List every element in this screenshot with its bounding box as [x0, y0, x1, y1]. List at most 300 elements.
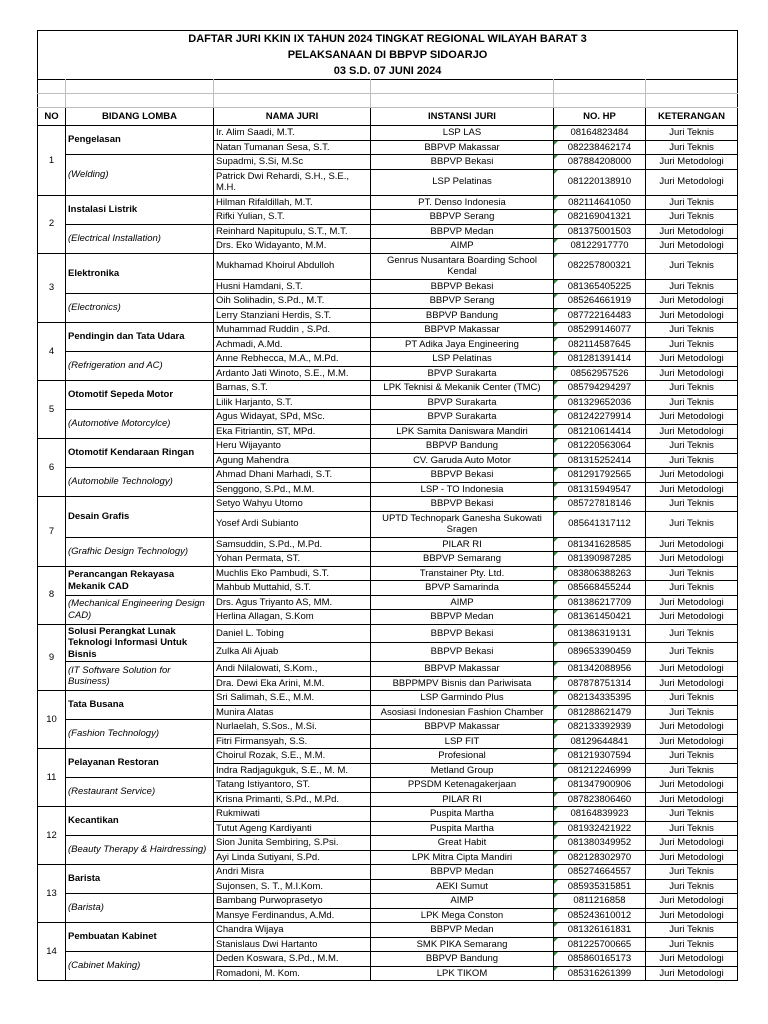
group-number: 13 [38, 865, 66, 923]
field-label-english: (Beauty Therapy & Hairdressing) [66, 836, 214, 865]
juror-phone: 082169041321 [554, 210, 646, 225]
juror-phone: 085264661919 [554, 294, 646, 309]
juror-role: Juri Metodologi [646, 792, 738, 807]
group-number: 8 [38, 566, 66, 624]
group-number: 7 [38, 497, 66, 567]
juror-role: Juri Teknis [646, 705, 738, 720]
juror-institution: BBPVP Bandung [371, 308, 554, 323]
juror-name: Supadmi, S.Si, M.Sc [214, 155, 371, 170]
juror-role: Juri Metodologi [646, 308, 738, 323]
juror-institution: BPVP Samarinda [371, 581, 554, 596]
juror-institution: LPK TIKOM [371, 966, 554, 981]
juror-phone: 085794294297 [554, 381, 646, 396]
juror-phone: 081329652036 [554, 395, 646, 410]
juror-phone: 081220563064 [554, 439, 646, 454]
juror-institution: Profesional [371, 749, 554, 764]
juror-name: Hilman Rifaldillah, M.T. [214, 195, 371, 210]
field-label-english: (Grafhic Design Technology) [66, 537, 214, 566]
juror-name: Reinhard Napitupulu, S.T., M.T. [214, 224, 371, 239]
field-label: Desain Grafis [66, 497, 214, 538]
field-label-english: (Electronics) [66, 294, 214, 323]
juror-name: Tatang Istiyantoro, ST. [214, 778, 371, 793]
juror-phone: 081932421922 [554, 821, 646, 836]
field-label: Tata Busana [66, 691, 214, 720]
juror-name: Senggono, S.Pd., M.M. [214, 482, 371, 497]
jury-table [37, 30, 738, 981]
juror-institution: BBPVP Makassar [371, 720, 554, 735]
juror-name: Dra. Dewi Eka Arini, M.M. [214, 676, 371, 691]
juror-role: Juri Metodologi [646, 662, 738, 677]
juror-institution: BPVP Surakarta [371, 366, 554, 381]
juror-row [38, 624, 738, 643]
juror-institution: BBPVP Bekasi [371, 155, 554, 170]
juror-phone: 081212246999 [554, 763, 646, 778]
blank-cell [214, 80, 371, 94]
juror-name: Patrick Dwi Rehardi, S.H., S.E., M.H. [214, 169, 371, 195]
juror-role: Juri Teknis [646, 126, 738, 141]
group-number: 4 [38, 323, 66, 381]
juror-role: Juri Metodologi [646, 294, 738, 309]
juror-phone: 085860165173 [554, 952, 646, 967]
juror-phone: 081326161831 [554, 923, 646, 938]
juror-name: Herlina Allagan, S.Kom [214, 610, 371, 625]
juror-phone: 085299146077 [554, 323, 646, 338]
juror-name: Andi Nilalowati, S.Kom., [214, 662, 371, 677]
juror-phone: 085316261399 [554, 966, 646, 981]
juror-name: Mansye Ferdinandus, A.Md. [214, 908, 371, 923]
juror-institution: BBPVP Bekasi [371, 624, 554, 643]
juror-institution: LPK Teknisi & Mekanik Center (TMC) [371, 381, 554, 396]
blank-cell [66, 94, 214, 108]
juror-phone: 082114587645 [554, 337, 646, 352]
field-label: Pendingin dan Tata Udara [66, 323, 214, 352]
header-phone: NO. HP [554, 108, 646, 126]
juror-row [38, 439, 738, 454]
juror-phone: 085274664557 [554, 865, 646, 880]
group-number: 6 [38, 439, 66, 497]
juror-phone: 081386217709 [554, 595, 646, 610]
juror-row [38, 537, 738, 552]
juror-phone: 081390987285 [554, 552, 646, 567]
juror-institution: LPK Samita Daniswara Mandiri [371, 424, 554, 439]
juror-role: Juri Metodologi [646, 239, 738, 254]
juror-institution: BBPVP Bekasi [371, 279, 554, 294]
juror-institution: Genrus Nusantara Boarding School Kendal [371, 253, 554, 279]
juror-institution: BBPVP Medan [371, 865, 554, 880]
juror-phone: 087884208000 [554, 155, 646, 170]
juror-phone: 081365405225 [554, 279, 646, 294]
juror-institution: LSP Pelatinas [371, 352, 554, 367]
juror-name: Krisna Primanti, S.Pd., M.Pd. [214, 792, 371, 807]
juror-phone: 082238462174 [554, 140, 646, 155]
header-name: NAMA JURI [214, 108, 371, 126]
juror-row [38, 381, 738, 396]
juror-phone: 08164839923 [554, 807, 646, 822]
juror-role: Juri Metodologi [646, 952, 738, 967]
juror-phone: 081242279914 [554, 410, 646, 425]
field-label: Pembuatan Kabinet [66, 923, 214, 952]
field-label: Barista [66, 865, 214, 894]
juror-phone: 082257800321 [554, 253, 646, 279]
juror-row [38, 155, 738, 170]
juror-phone: 081288621479 [554, 705, 646, 720]
juror-role: Juri Teknis [646, 253, 738, 279]
juror-phone: 08122917770 [554, 239, 646, 254]
juror-institution: PILAR RI [371, 537, 554, 552]
juror-institution: LSP Garmindo Plus [371, 691, 554, 706]
juror-name: Ayi Linda Sutiyani, S.Pd. [214, 850, 371, 865]
juror-role: Juri Teknis [646, 195, 738, 210]
juror-name: Natan Tumanan Sesa, S.T. [214, 140, 371, 155]
juror-institution: Asosiasi Indonesian Fashion Chamber [371, 705, 554, 720]
juror-name: Bambang Purwoprasetyo [214, 894, 371, 909]
juror-phone: 081281391414 [554, 352, 646, 367]
juror-name: Munira Alatas [214, 705, 371, 720]
juror-role: Juri Teknis [646, 821, 738, 836]
header-row [38, 108, 738, 126]
juror-name: Fitri Firmansyah, S.S. [214, 734, 371, 749]
juror-name: Zulka Ali Ajuab [214, 643, 371, 662]
juror-row [38, 323, 738, 338]
juror-role: Juri Teknis [646, 879, 738, 894]
juror-institution: BBPVP Makassar [371, 662, 554, 677]
juror-institution: UPTD Technopark Ganesha Sukowati Sragen [371, 511, 554, 537]
juror-institution: BBPVP Makassar [371, 140, 554, 155]
header-no: NO [38, 108, 66, 126]
juror-phone: 089653390459 [554, 643, 646, 662]
juror-phone: 082133392939 [554, 720, 646, 735]
juror-row [38, 720, 738, 735]
juror-role: Juri Teknis [646, 691, 738, 706]
juror-row [38, 497, 738, 512]
group-number: 14 [38, 923, 66, 981]
juror-role: Juri Teknis [646, 210, 738, 225]
juror-role: Juri Teknis [646, 581, 738, 596]
juror-name: Achmadi, A.Md. [214, 337, 371, 352]
juror-role: Juri Teknis [646, 566, 738, 581]
juror-phone: 081342088956 [554, 662, 646, 677]
juror-role: Juri Metodologi [646, 424, 738, 439]
juror-phone: 082114641050 [554, 195, 646, 210]
juror-phone: 082134335395 [554, 691, 646, 706]
juror-phone: 081219307594 [554, 749, 646, 764]
juror-role: Juri Metodologi [646, 410, 738, 425]
field-label: Instalasi Listrik [66, 195, 214, 224]
juror-institution: BBPVP Serang [371, 210, 554, 225]
juror-name: Stanislaus Dwi Hartanto [214, 937, 371, 952]
juror-phone: 087823806460 [554, 792, 646, 807]
field-label-english: (Welding) [66, 155, 214, 196]
juror-row [38, 253, 738, 279]
juror-row [38, 566, 738, 581]
juror-phone: 081225700665 [554, 937, 646, 952]
field-label-english: (Fashion Technology) [66, 720, 214, 749]
juror-phone: 08562957526 [554, 366, 646, 381]
juror-phone: 081220138910 [554, 169, 646, 195]
juror-name: Drs. Eko Widayanto, M.M. [214, 239, 371, 254]
juror-role: Juri Teknis [646, 497, 738, 512]
blank-cell [38, 94, 66, 108]
juror-role: Juri Metodologi [646, 169, 738, 195]
juror-phone: 081341628585 [554, 537, 646, 552]
juror-institution: PILAR RI [371, 792, 554, 807]
juror-name: Tutut Ageng Kardiyanti [214, 821, 371, 836]
juror-name: Eka Fitriantin, ST, MPd. [214, 424, 371, 439]
juror-role: Juri Metodologi [646, 894, 738, 909]
juror-role: Juri Teknis [646, 323, 738, 338]
juror-institution: PT Adika Jaya Engineering [371, 337, 554, 352]
group-number: 12 [38, 807, 66, 865]
juror-role: Juri Metodologi [646, 908, 738, 923]
field-label-english: (Automobile Technology) [66, 468, 214, 497]
juror-row [38, 294, 738, 309]
juror-institution: LSP FIT [371, 734, 554, 749]
blank-cell [371, 94, 554, 108]
juror-name: Yosef Ardi Subianto [214, 511, 371, 537]
juror-institution: LPK Mega Conston [371, 908, 554, 923]
juror-role: Juri Metodologi [646, 224, 738, 239]
field-label-english: (Mechanical Engineering Design CAD) [66, 595, 214, 624]
juror-name: Heru Wijayanto [214, 439, 371, 454]
header-field: BIDANG LOMBA [66, 108, 214, 126]
group-number: 1 [38, 126, 66, 196]
group-number: 11 [38, 749, 66, 807]
juror-institution: AIMP [371, 595, 554, 610]
juror-name: Mahbub Muttahid, S.T. [214, 581, 371, 596]
juror-name: Lerry Stanziani Herdis, S.T. [214, 308, 371, 323]
juror-phone: 082128302970 [554, 850, 646, 865]
juror-row [38, 224, 738, 239]
juror-role: Juri Metodologi [646, 610, 738, 625]
field-label-english: (Barista) [66, 894, 214, 923]
juror-row [38, 195, 738, 210]
field-label: Pengelasan [66, 126, 214, 155]
juror-phone: 085243610012 [554, 908, 646, 923]
juror-name: Sri Salimah, S.E., M.M. [214, 691, 371, 706]
juror-role: Juri Teknis [646, 511, 738, 537]
juror-name: Ahmad Dhani Marhadi, S.T. [214, 468, 371, 483]
juror-institution: LSP Pelatinas [371, 169, 554, 195]
juror-name: Sujonsen, S. T., M.I.Kom. [214, 879, 371, 894]
spacer-row [38, 94, 738, 108]
juror-institution: BPVP Surakarta [371, 410, 554, 425]
field-label: Perancangan Rekayasa Mekanik CAD [66, 566, 214, 595]
juror-name: Agung Mahendra [214, 453, 371, 468]
group-number: 5 [38, 381, 66, 439]
title-row [38, 47, 738, 63]
juror-row [38, 595, 738, 610]
blank-cell [554, 80, 646, 94]
juror-role: Juri Metodologi [646, 595, 738, 610]
juror-row [38, 662, 738, 677]
juror-institution: BBPVP Bandung [371, 439, 554, 454]
juror-name: Chandra Wijaya [214, 923, 371, 938]
juror-name: Agus Widayat, SPd, MSc. [214, 410, 371, 425]
group-number: 2 [38, 195, 66, 253]
juror-row [38, 749, 738, 764]
field-label-english: (Restaurant Service) [66, 778, 214, 807]
field-label-english: (Refrigeration and AC) [66, 352, 214, 381]
juror-institution: BBPVP Bandung [371, 952, 554, 967]
juror-role: Juri Teknis [646, 807, 738, 822]
juror-institution: AEKI Sumut [371, 879, 554, 894]
group-number: 9 [38, 624, 66, 691]
juror-name: Daniel L. Tobing [214, 624, 371, 643]
juror-phone: 0811216858 [554, 894, 646, 909]
juror-role: Juri Metodologi [646, 552, 738, 567]
juror-name: Romadoni, M. Kom. [214, 966, 371, 981]
spacer-row [38, 80, 738, 94]
juror-phone: 081361450421 [554, 610, 646, 625]
juror-name: Choirul Rozak, S.E., M.M. [214, 749, 371, 764]
juror-role: Juri Teknis [646, 439, 738, 454]
juror-institution: PT. Denso Indonesia [371, 195, 554, 210]
juror-phone: 085641317112 [554, 511, 646, 537]
juror-row [38, 778, 738, 793]
field-label: Solusi Perangkat Lunak Teknologi Informasi Untuk Bisnis [66, 624, 214, 662]
juror-role: Juri Metodologi [646, 468, 738, 483]
juror-row [38, 410, 738, 425]
juror-institution: BBPVP Semarang [371, 552, 554, 567]
juror-role: Juri Metodologi [646, 482, 738, 497]
juror-institution: AIMP [371, 239, 554, 254]
juror-phone: 085668455244 [554, 581, 646, 596]
juror-name: Oih Solihadin, S.Pd., M.T. [214, 294, 371, 309]
juror-institution: BBPVP Bekasi [371, 643, 554, 662]
juror-institution: PPSDM Ketenagakerjaan [371, 778, 554, 793]
juror-row [38, 865, 738, 880]
juror-phone: 083806388263 [554, 566, 646, 581]
juror-role: Juri Metodologi [646, 836, 738, 851]
juror-phone: 081315252414 [554, 453, 646, 468]
juror-name: Muhammad Ruddin , S.Pd. [214, 323, 371, 338]
title-row [38, 63, 738, 80]
juror-phone: 08164823484 [554, 126, 646, 141]
juror-role: Juri Teknis [646, 140, 738, 155]
juror-role: Juri Teknis [646, 749, 738, 764]
juror-institution: AIMP [371, 894, 554, 909]
juror-role: Juri Teknis [646, 453, 738, 468]
juror-name: Nurlaelah, S.Sos., M.Si. [214, 720, 371, 735]
juror-institution: BBPVP Makassar [371, 323, 554, 338]
field-label-english: (Automotive Motorcylce) [66, 410, 214, 439]
juror-role: Juri Teknis [646, 937, 738, 952]
document-title: DAFTAR JURI KKIN IX TAHUN 2024 TINGKAT REGIONAL WILAYAH BARAT 3 [38, 31, 738, 48]
juror-institution: Transtainer Pty. Ltd. [371, 566, 554, 581]
juror-row [38, 807, 738, 822]
blank-cell [646, 80, 738, 94]
juror-role: Juri Metodologi [646, 850, 738, 865]
juror-name: Ir. Alim Saadi, M.T. [214, 126, 371, 141]
juror-phone: 08129644841 [554, 734, 646, 749]
juror-phone: 085727818146 [554, 497, 646, 512]
field-label-english: (Electrical Installation) [66, 224, 214, 253]
juror-name: Samsuddin, S.Pd., M.Pd. [214, 537, 371, 552]
juror-role: Juri Metodologi [646, 720, 738, 735]
blank-cell [554, 94, 646, 108]
juror-institution: Puspita Martha [371, 807, 554, 822]
juror-institution: SMK PIKA Semarang [371, 937, 554, 952]
juror-name: Andri Misra [214, 865, 371, 880]
juror-row [38, 126, 738, 141]
juror-name: Deden Koswara, S.Pd., M.M. [214, 952, 371, 967]
juror-role: Juri Teknis [646, 279, 738, 294]
juror-role: Juri Metodologi [646, 352, 738, 367]
juror-phone: 087722164483 [554, 308, 646, 323]
juror-institution: LSP - TO Indonesia [371, 482, 554, 497]
blank-cell [66, 80, 214, 94]
juror-name: Muchlis Eko Pambudi, S.T. [214, 566, 371, 581]
juror-name: Yohan Permata, ST. [214, 552, 371, 567]
juror-phone: 081210614414 [554, 424, 646, 439]
blank-cell [646, 94, 738, 108]
juror-row [38, 952, 738, 967]
blank-cell [214, 94, 371, 108]
juror-role: Juri Teknis [646, 865, 738, 880]
document-subtitle: PELAKSANAAN DI BBPVP SIDOARJO [38, 47, 738, 63]
juror-name: Rifki Yulian, S.T. [214, 210, 371, 225]
document-date: 03 S.D. 07 JUNI 2024 [38, 63, 738, 80]
juror-institution: LPK Mitra Cipta Mandiri [371, 850, 554, 865]
juror-name: Mukhamad Khoirul Abdulloh [214, 253, 371, 279]
juror-role: Juri Teknis [646, 381, 738, 396]
juror-phone: 081347900906 [554, 778, 646, 793]
blank-cell [371, 80, 554, 94]
juror-name: Barnas, S.T. [214, 381, 371, 396]
field-label-english: (IT Software Solution for Business) [66, 662, 214, 691]
juror-name: Setyo Wahyu Utomo [214, 497, 371, 512]
juror-role: Juri Teknis [646, 923, 738, 938]
juror-role: Juri Metodologi [646, 966, 738, 981]
juror-phone: 087878751314 [554, 676, 646, 691]
juror-role: Juri Teknis [646, 624, 738, 643]
juror-phone: 081375001503 [554, 224, 646, 239]
field-label: Elektronika [66, 253, 214, 294]
juror-role: Juri Teknis [646, 763, 738, 778]
group-number: 3 [38, 253, 66, 323]
juror-phone: 081380349952 [554, 836, 646, 851]
header-institution: INSTANSI JURI [371, 108, 554, 126]
juror-role: Juri Metodologi [646, 734, 738, 749]
juror-role: Juri Teknis [646, 337, 738, 352]
juror-name: Ardanto Jati Winoto, S.E., M.M. [214, 366, 371, 381]
juror-institution: Puspita Martha [371, 821, 554, 836]
juror-institution: BBPVP Medan [371, 610, 554, 625]
juror-institution: BPVP Surakarta [371, 395, 554, 410]
juror-name: Husni Hamdani, S.T. [214, 279, 371, 294]
juror-phone: 085935315851 [554, 879, 646, 894]
title-row [38, 31, 738, 48]
jury-rows [38, 126, 738, 981]
juror-institution: LSP LAS [371, 126, 554, 141]
juror-row [38, 352, 738, 367]
juror-role: Juri Metodologi [646, 366, 738, 381]
field-label: Otomotif Kendaraan Ringan [66, 439, 214, 468]
blank-cell [38, 80, 66, 94]
juror-institution: Great Habit [371, 836, 554, 851]
juror-institution: BBPVP Bekasi [371, 497, 554, 512]
juror-role: Juri Teknis [646, 643, 738, 662]
group-number: 10 [38, 691, 66, 749]
juror-name: Sion Junita Sembiring, S.Psi. [214, 836, 371, 851]
juror-role: Juri Metodologi [646, 537, 738, 552]
field-label-english: (Cabinet Making) [66, 952, 214, 981]
juror-institution: BBPVP Medan [371, 224, 554, 239]
field-label: Otomotif Sepeda Motor [66, 381, 214, 410]
juror-name: Lilik Harjanto, S.T. [214, 395, 371, 410]
juror-row [38, 836, 738, 851]
field-label: Kecantikan [66, 807, 214, 836]
